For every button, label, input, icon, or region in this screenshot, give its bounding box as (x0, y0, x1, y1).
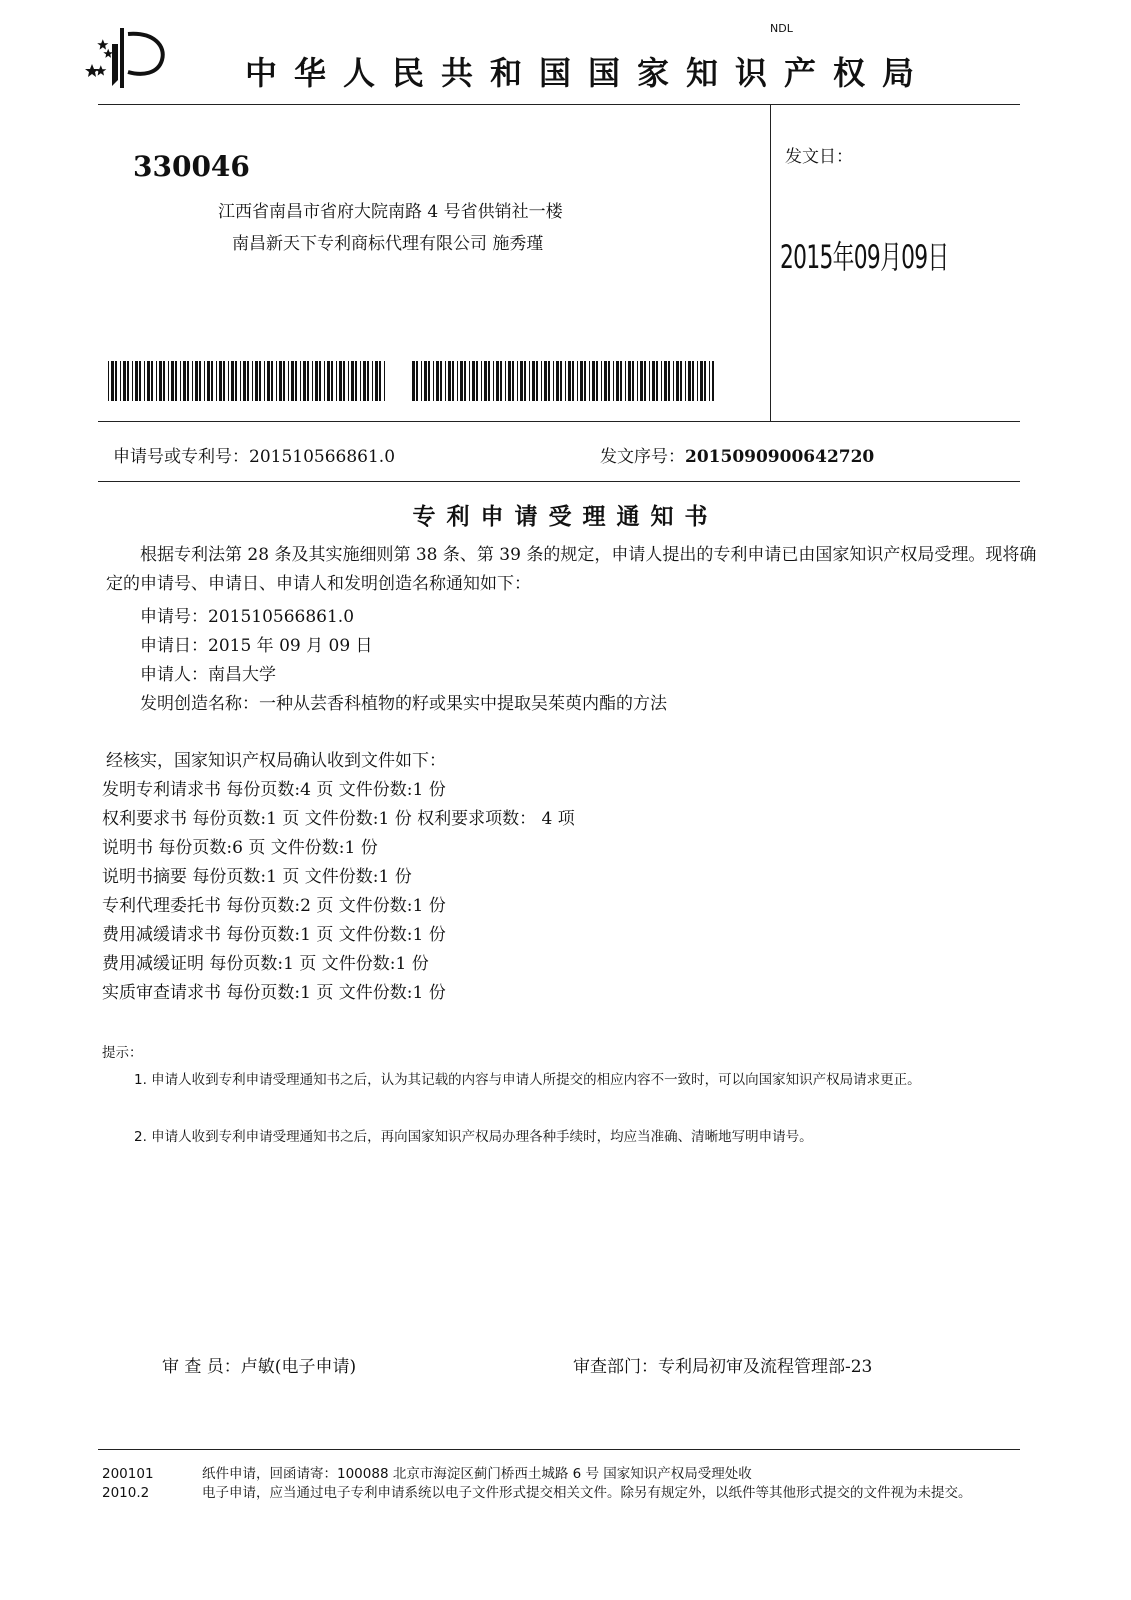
recipient-address: 江西省南昌市省府大院南路 4 号省供销社一楼 (218, 202, 563, 222)
barcode-right (412, 361, 714, 401)
file-item: 权利要求书 每份页数:1 页 文件份数:1 份 权利要求项数： 4 项 (102, 809, 575, 829)
file-item: 发明专利请求书 每份页数:4 页 文件份数:1 份 (102, 780, 446, 800)
dispatch-date: 2015年09月09日 (780, 238, 949, 276)
file-item: 说明书 每份页数:6 页 文件份数:1 份 (102, 838, 378, 858)
field-applicant: 申请人：南昌大学 (140, 665, 276, 685)
header-divider (98, 104, 1020, 105)
file-item: 专利代理委托书 每份页数:2 页 文件份数:1 份 (102, 896, 446, 916)
dispatch-date-label: 发文日： (785, 147, 853, 167)
examining-department: 审查部门：专利局初审及流程管理部-23 (573, 1357, 873, 1377)
file-item: 说明书摘要 每份页数:1 页 文件份数:1 份 (102, 867, 412, 887)
examiner: 审 查 员：卢敏(电子申请) (162, 1357, 357, 1377)
confirm-intro: 经核实，国家知识产权局确认收到文件如下： (106, 751, 446, 771)
field-invention-title: 发明创造名称：一种从芸香科植物的籽或果实中提取吴茱萸内酯的方法 (140, 694, 667, 714)
form-version: 2010.2 (102, 1485, 150, 1501)
form-code: 200101 (102, 1466, 154, 1482)
office-name: 中华人民共和国国家知识产权局 (245, 54, 932, 92)
notice-title: 专利申请受理通知书 (412, 504, 719, 530)
file-item: 费用减缓请求书 每份页数:1 页 文件份数:1 份 (102, 925, 446, 945)
footer-divider (98, 1449, 1020, 1450)
cnipa-logo (82, 24, 174, 92)
application-number-line (113, 442, 395, 467)
field-application-number: 申请号：201510566861.0 (140, 607, 355, 627)
tips-label: 提示： (102, 1045, 143, 1061)
paper-submission-note: 纸件申请，回函请寄：100088 北京市海淀区蓟门桥西土城路 6 号 国家知识产权局受理处收 (202, 1466, 752, 1482)
recipient-agent: 南昌新天下专利商标代理有限公司 施秀瑾 (232, 234, 544, 254)
file-item: 费用减缓证明 每份页数:1 页 文件份数:1 份 (102, 954, 429, 974)
serial-number-line (600, 442, 874, 467)
postcode: 330046 (133, 150, 250, 183)
application-number-value: 201510566861.0 (249, 447, 396, 467)
field-filing-date: 申请日：2015 年 09 月 09 日 (140, 636, 373, 656)
numbers-divider (98, 481, 1020, 482)
file-item: 实质审查请求书 每份页数:1 页 文件份数:1 份 (102, 983, 446, 1003)
address-block-bottom (98, 421, 1020, 422)
notice-intro: 根据专利法第 28 条及其实施细则第 38 条、第 39 条的规定，申请人提出的专利申请已由国家知识产权局受理。现将确定的申请号、申请日、申请人和发明创造名称通知如下： (106, 545, 1037, 594)
barcode-left (108, 361, 386, 401)
tip-item: 2. 申请人收到专利申请受理通知书之后，再向国家知识产权局办理各种手续时，均应当准确、清晰地写明申请号。 (134, 1129, 813, 1145)
address-block-divider (770, 104, 771, 422)
serial-number-label: 发文序号： (600, 447, 685, 467)
serial-number-value: 2015090900642720 (685, 447, 875, 467)
application-number-label: 申请号或专利号： (113, 447, 249, 467)
electronic-submission-note: 电子申请，应当通过电子专利申请系统以电子文件形式提交相关文件。除另有规定外，以纸件等其他形式提交的文件视为未提交。 (202, 1485, 972, 1501)
tip-item: 1. 申请人收到专利申请受理通知书之后，认为其记载的内容与申请人所提交的相应内容不一致时，可以向国家知识产权局请求更正。 (134, 1072, 921, 1088)
corner-code: NDL (770, 22, 793, 35)
